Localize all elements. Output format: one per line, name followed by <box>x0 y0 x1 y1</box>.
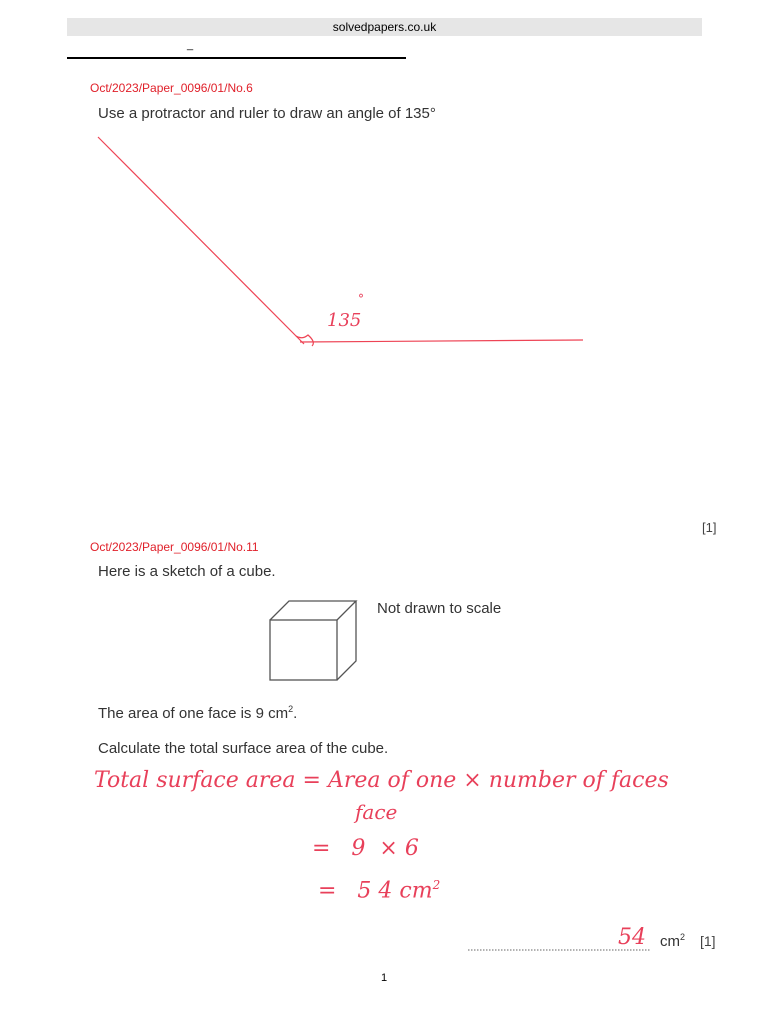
not-to-scale-note: Not drawn to scale <box>377 600 502 617</box>
q6-mark: [1] <box>702 520 717 535</box>
q11-intro: Here is a sketch of a cube. <box>98 563 276 580</box>
face-area-suffix: . <box>293 705 298 722</box>
angle-arm-slanted <box>98 137 304 344</box>
face-area-exponent: 2 <box>288 704 294 714</box>
q6-reference: Oct/2023/Paper_0096/01/No.6 <box>90 81 253 95</box>
working-line-3 <box>318 878 440 903</box>
q11-reference: Oct/2023/Paper_0096/01/No.11 <box>90 540 259 554</box>
page-number: 1 <box>380 972 388 984</box>
face-area-text: The area of one face is 9 cm <box>98 705 289 722</box>
site-header: solvedpapers.co.uk <box>67 18 702 36</box>
face-area-statement <box>98 704 297 722</box>
working-line-3-exp: 2 <box>432 878 441 892</box>
header-dash: _ <box>187 39 194 51</box>
angle-label: 135 <box>327 310 362 331</box>
cube-sketch <box>270 601 356 680</box>
q6-prompt: Use a protractor and ruler to draw an angle of 135° <box>98 105 436 122</box>
angle-degree-symbol: ° <box>358 292 364 306</box>
angle-arm-horizontal <box>300 340 583 342</box>
q11-mark: [1] <box>700 933 716 949</box>
answer-unit-exp: 2 <box>680 932 686 942</box>
angle-arc <box>296 335 313 346</box>
answer-unit <box>660 932 685 950</box>
working-line-2: = 9 × 6 <box>312 836 419 861</box>
working-line-3-text: = 5 4 cm <box>318 878 433 904</box>
q11-instruction: Calculate the total surface area of the cube. <box>98 740 389 757</box>
working-line-1: Total surface area = Area of one × number of faces <box>94 768 669 793</box>
working-line-1b: face <box>355 800 398 824</box>
answer-unit-text: cm <box>660 933 680 950</box>
answer-value: 54 <box>618 925 646 950</box>
